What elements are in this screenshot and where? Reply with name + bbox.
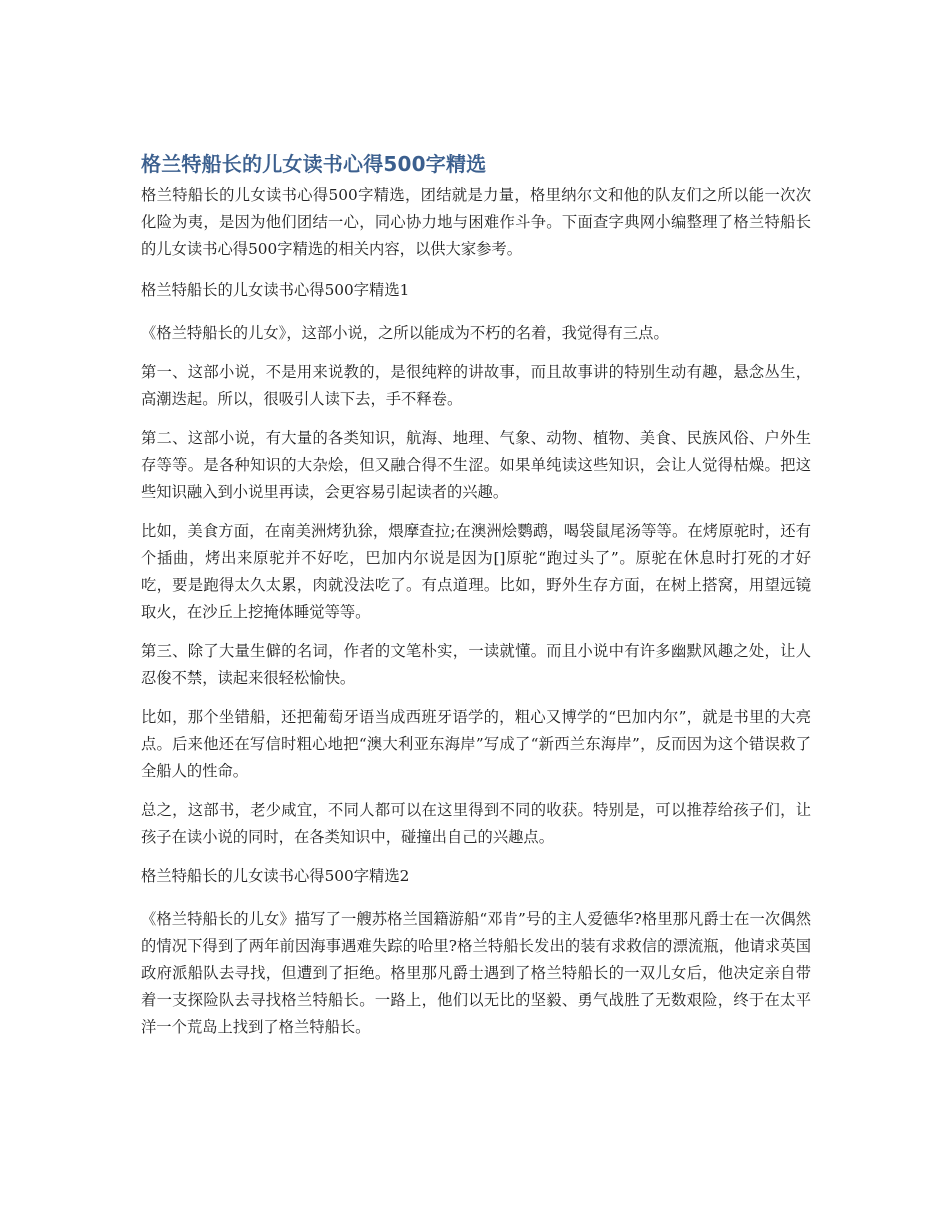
- body-paragraph: 《格兰特船长的儿女》描写了一艘苏格兰国籍游船“邓肯”号的主人爱德华?格里那凡爵士在一次偶然的情况下得到了两年前因海事遇难失踪的哈里?格兰特船长发出的装有求救信的漂流瓶，他请求英国政府派船队去寻找，但遭到了拒绝。格里那凡爵士遇到了格兰特船长的一双儿女后，他决定亲自带着一支探险队去寻找格兰特船长。一路上，他们以无比的坚毅、勇气战胜了无数艰险，终于在太平洋一个荒岛上找到了格兰特船长。: [141, 910, 811, 1036]
- body-paragraph: 比如，美食方面，在南美洲烤犰狳，煨摩查拉;在澳洲烩鹦鹉，喝袋鼠尾汤等等。在烤原驼时，还有个插曲，烤出来原驼并不好吃，巴加内尔说是因为[]原驼“跑过头了”。原驼在休息时打死的才好吃，要是跑得太久太累，肉就没法吃了。有点道理。比如，野外生存方面，在树上搭窝，用望远镜取火，在沙丘上挖掩体睡觉等等。: [141, 522, 811, 621]
- body-paragraph: 第一、这部小说，不是用来说教的，是很纯粹的讲故事，而且故事讲的特别生动有趣，悬念丛生，高潮迭起。所以，很吸引人读下去，手不释卷。: [141, 363, 811, 408]
- body-paragraph: 第二、这部小说，有大量的各类知识，航海、地理、气象、动物、植物、美食、民族风俗、户外生存等等。是各种知识的大杂烩，但又融合得不生涩。如果单纯读这些知识，会让人觉得枯燥。把这些知识融入到小说里再读，会更容易引起读者的兴趣。: [141, 429, 811, 501]
- body-paragraph: 总之，这部书，老少咸宜，不同人都可以在这里得到不同的收获。特别是，可以推荐给孩子们，让孩子在读小说的同时，在各类知识中，碰撞出自己的兴趣点。: [141, 801, 811, 846]
- section-heading-2: 格兰特船长的儿女读书心得500字精选2: [141, 867, 410, 885]
- body-paragraph: 比如，那个坐错船，还把葡萄牙语当成西班牙语学的，粗心又博学的“巴加内尔”，就是书里的大亮点。后来他还在写信时粗心地把“澳大利亚东海岸”写成了“新西兰东海岸”，反而因为这个错误救了全船人的性命。: [141, 708, 811, 780]
- section-heading-1: 格兰特船长的儿女读书心得500字精选1: [141, 281, 410, 299]
- page-title: 格兰特船长的儿女读书心得500字精选: [141, 152, 487, 176]
- intro-paragraph: 格兰特船长的儿女读书心得500字精选，团结就是力量，格里纳尔文和他的队友们之所以能一次次化险为夷，是因为他们团结一心，同心协力地与困难作斗争。下面查字典网小编整理了格兰特船长的儿女读书心得500字精选的相关内容，以供大家参考。: [141, 186, 811, 258]
- document-page: [141, 150, 811, 1053]
- body-paragraph: 第三、除了大量生僻的名词，作者的文笔朴实，一读就懂。而且小说中有许多幽默风趣之处，让人忍俊不禁，读起来很轻松愉快。: [141, 642, 811, 687]
- body-paragraph: 《格兰特船长的儿女》，这部小说，之所以能成为不朽的名着，我觉得有三点。: [141, 324, 669, 342]
